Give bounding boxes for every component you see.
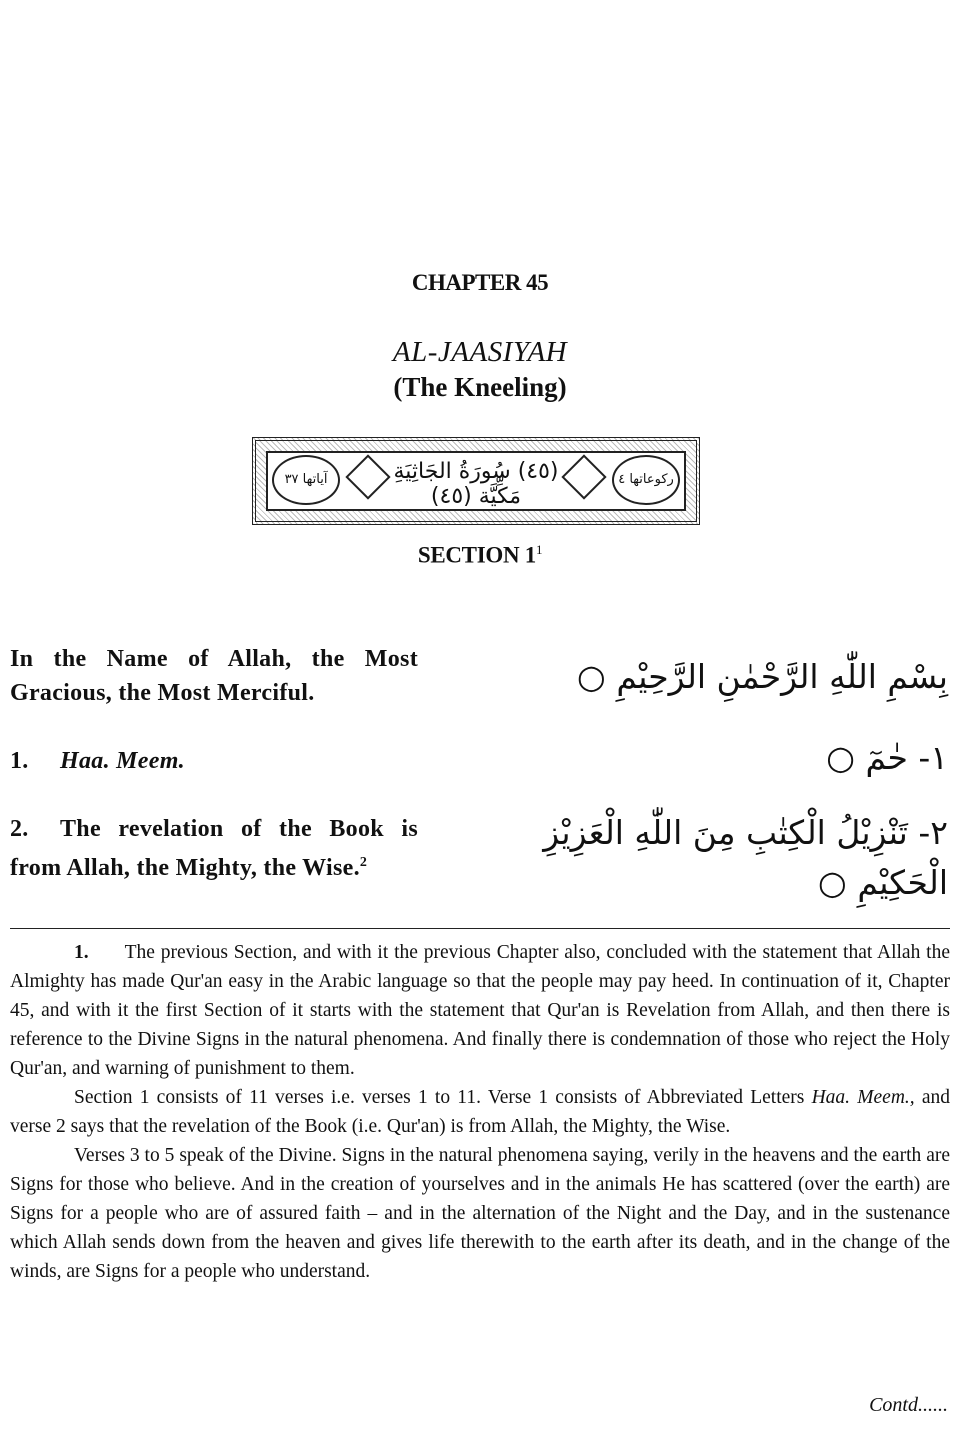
- footnote-block: [10, 938, 950, 1286]
- footnote-number: 1.: [74, 942, 89, 963]
- verse-number: 2.: [10, 816, 29, 842]
- verse-arabic-1: ١- حٰمٓ ○: [826, 738, 948, 777]
- verse-english-bismillah: [10, 642, 418, 710]
- footnote-text: Verses 3 to 5 speak of the Divine. Signs in the natural phenomena saying, verily in the heavens and the earth are Signs for those who believe. And in the creation of yourselves and in the animals He has scattered (over the earth) are Signs for a people who are of assured faith – and in the alternation of the Night and the Day, and in the sustenance which Allah sends down from the heaven and gives life therewith to the earth after its death, and in the change of the winds, are Signs for a people who understand.: [10, 1145, 950, 1282]
- verse-arabic-bismillah: بِسْمِ اللّٰهِ الرَّحْمٰنِ الرَّحِيْمِ ○: [577, 657, 948, 696]
- footnote-paragraph: [10, 1083, 950, 1141]
- continued-marker: Contd......: [869, 1394, 948, 1416]
- surah-meaning: (The Kneeling): [393, 372, 567, 402]
- verse-english-text: The revelation of the Book is from Allah, the Mighty, the Wise.: [10, 816, 418, 881]
- surah-ornamental-banner: [252, 437, 700, 525]
- verse-english-2: [10, 812, 418, 885]
- footnote-text: Section 1 consists of 11 verses i.e. verses 1 to 11. Verse 1 consists of Abbreviated Letters: [74, 1087, 805, 1108]
- section-heading: [0, 542, 960, 569]
- section-footnote-mark: 1: [535, 542, 543, 557]
- footnote-paragraph: [10, 938, 950, 1083]
- verse-english-text: In the Name of Allah, the Most Gracious, the Most Merciful.: [10, 646, 418, 706]
- ruku-count-medallion: ركوعاتها ٤: [612, 455, 680, 505]
- footnote-divider: [10, 928, 950, 929]
- verse-arabic-2: ٢- تَنْزِيْلُ الْكِتٰبِ مِنَ اللّٰهِ الْعَزِيْزِ الْحَكِيْمِ ○: [543, 813, 948, 902]
- verse-number: 1.: [10, 748, 29, 774]
- verse-count-medallion: آياتها ٣٧: [272, 455, 340, 505]
- footnote-italic-phrase: Haa. Meem.,: [811, 1087, 915, 1108]
- verse-footnote-mark: 2: [359, 855, 368, 870]
- footnote-text: and verse 2 says that the revelation of the Book (i.e. Qur'an) is from Allah, the Mighty, the Wise.: [10, 1087, 951, 1137]
- footnote-text: The previous Section, and with it the previous Chapter also, concluded with the statement that Allah the Almighty has made Qur'an easy in the Arabic language so that the people may pay heed. In continuation of it, Chapter 45, and with it the first Section of it starts with the statement that Qur'an is Revelation from Allah, and then there is reference to the Divine Signs in the natural phenomena. And finally there is condemnation of those who reject the Holy Qur'an, and warning of punishment to them.: [10, 942, 950, 1079]
- banner-arabic-title: (٤٥) سُورَةُ الجَاثِيَةِ مَكِّيَّة (٤٥): [393, 459, 559, 509]
- surah-name: AL-JAASIYAH: [392, 336, 568, 368]
- chapter-heading: CHAPTER 45: [411, 270, 549, 295]
- footnote-paragraph: [10, 1141, 950, 1286]
- verse-english-1: [10, 744, 418, 778]
- section-label: SECTION 1: [417, 542, 536, 568]
- verse-english-text: Haa. Meem.: [60, 748, 185, 774]
